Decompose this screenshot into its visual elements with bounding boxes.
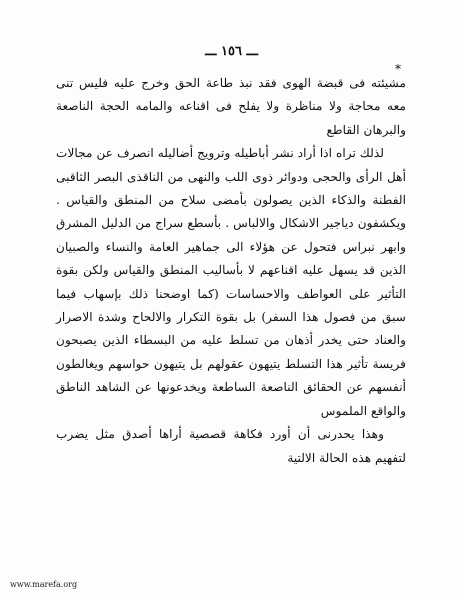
paragraph-2: لذلك تراه اذا أراد نشر أباطيله وترويج أضاليله انصرف عن مجالات أهل الرأى والحجى ودوائر ذوى اللب والنهى من الناقذى البصر الثاقبى الفطنة والذكاء الذين يصولون بأمضى سلاح من المنطق والقياس . ويكشفون دياجير الاشكال والالباس . بأسطع سراج من الدليل المشرق وابهر نبراس فتحول عن هؤلاء الى جماهير العامة والنساء والصبيان الذين قد يسهل عليه اقناعهم لا بأساليب المنطق والقياس ولكن بقوة التأثير على العواطف والاحساسات (كما اوضحنا ذلك بإسهاب فيما سبق من فصول هذا السفر) بل بقوة التكرار والالحاح وشدة الاصرار والعناد حتى يخدر أذهان من تسلط عليه من البسطاء الذين يصبحون فريسة تأثير هذا التسلط يتيهون عقولهم بل يتيهون حواسهم ويغالطون أنفسهم عن الحقائق الناصعة الساطعة ويخدعونها عن الشاهد الناطق والواقع الملموس [56, 146, 406, 418]
body-text [56, 72, 406, 470]
paragraph-3: وهذا يحدرنى أن أورد فكاهة قصصية أراها أصدق مثل يضرب لتفهيم هذه الحالة الالتية [56, 427, 406, 465]
margin-marker: * [395, 62, 401, 76]
footer-site-url: www.marefa.org [10, 580, 78, 589]
paragraph-1: مشيئته فى قبضة الهوى فقد نبذ طاعة الحق وخرج عليه فليس تنى معه محاجة ولا مناظرة ولا يفلح فى اقناعه والمامه الحجة الناصعة والبرهان القاطع [56, 76, 406, 137]
page-number: ـــ ١٥٦ ـــ [205, 44, 258, 59]
